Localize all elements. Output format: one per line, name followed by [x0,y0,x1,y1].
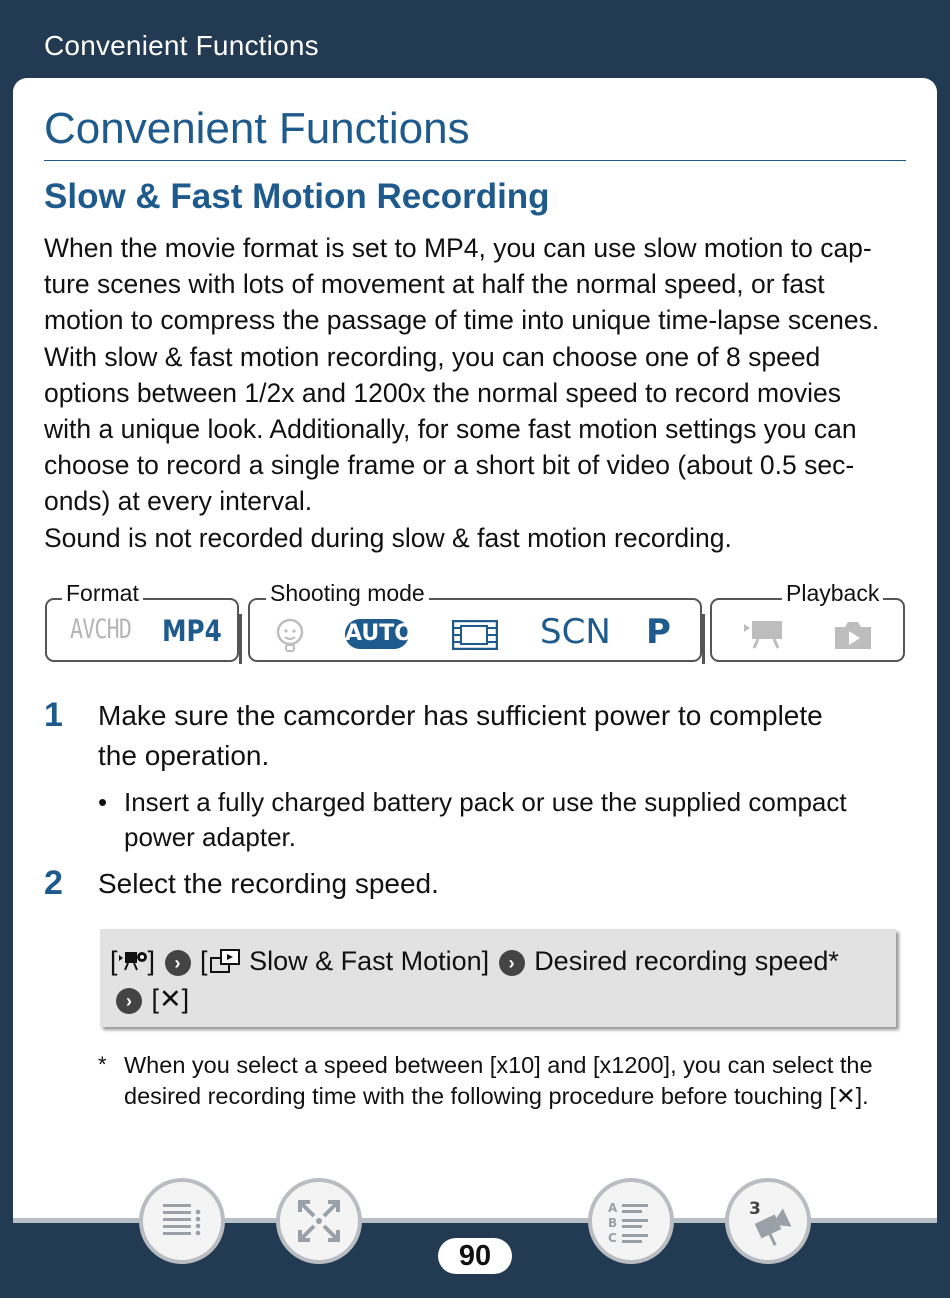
intro-text [44,230,914,556]
arrow-icon: › [499,950,525,976]
mp4-format: MP4 [162,614,222,648]
camera-tab-button[interactable] [725,1178,811,1264]
bullet-text [124,785,904,855]
intro-line: ture scenes with lots of movement at half the normal speed, or fast [44,269,825,300]
footnote-line: When you select a speed between [x10] and [x1200], you can select the [124,1052,873,1078]
command-line: [ ] › [ Slow & Fast Motion] › Desired recording speed* [110,946,839,976]
intro-line: options between 1/2x and 1200x the normal speed to record movies [44,377,841,408]
bullet-line: power adapter. [124,822,297,852]
intro-line: onds) at every interval. [44,486,313,517]
video-playback-icon [742,618,784,650]
format-label: Format [62,580,143,607]
svg-text:A: A [608,1201,618,1215]
intro-line: Sound is not recorded during slow & fast motion recording. [44,522,732,553]
intro-line: choose to record a single frame or a short bit of video (about 0.5 sec- [44,450,855,481]
intro-line: When the movie format is set to MP4, you can use slow motion to cap- [44,233,872,263]
index-icon [592,1182,670,1260]
step-text: Select the recording speed. [98,868,439,899]
playback-label: Playback [782,580,883,607]
avchd-format: AVCHD [70,614,132,645]
photo-playback-icon [833,619,873,651]
title-divider [44,160,906,161]
svg-text:C: C [608,1231,617,1245]
intro-line: with a unique look. Additionally, for some fast motion settings you can [44,414,857,445]
menu-list-button[interactable] [139,1178,225,1264]
intro-line: With slow & fast motion recording, you can choose one of 8 speed [44,341,821,372]
scn-mode: SCN [540,612,611,652]
p-mode: P [646,612,671,652]
svg-text:3: 3 [749,1199,761,1219]
camera-tab-icon [729,1182,807,1260]
svg-text:B: B [608,1216,618,1230]
baby-icon [274,618,306,654]
step-line: Make sure the camcorder has sufficient power to complete [98,700,823,731]
arrow-icon: › [165,950,191,976]
index-button[interactable] [588,1178,674,1264]
auto-mode: AUTO [345,619,409,649]
fit-screen-button[interactable] [276,1178,362,1264]
shooting-mode-label: Shooting mode [266,580,429,607]
step-line: the operation. [98,740,270,771]
footnote-text [124,1050,914,1112]
step-number: 2 [44,864,63,902]
step-text [98,696,898,776]
bullet-dot: • [98,787,108,817]
slow-fast-icon [208,948,242,974]
arrow-icon: › [116,988,142,1014]
section-title: Slow & Fast Motion Recording [44,177,550,216]
fit-screen-icon [280,1182,358,1260]
footnote-marker: * [98,1052,107,1077]
page-title: Convenient Functions [44,104,470,153]
close-icon: ✕ [159,984,182,1015]
page-number: 90 [438,1238,512,1274]
header-title: Convenient Functions [44,30,319,61]
close-icon: ✕ [835,1082,856,1110]
footnote-line: desired recording time with the following procedure before touching [✕]. [124,1082,869,1110]
command-box [100,929,896,1027]
command-line-2: › [✕] [114,984,189,1015]
bullet-line: Insert a fully charged battery pack or use the supplied compact [124,787,847,817]
film-icon [452,620,498,650]
desired-speed: Desired recording speed* [534,946,839,976]
menu-item-name: Slow & Fast Motion] [249,946,490,976]
playback-box [710,598,905,662]
intro-line: motion to compress the passage of time into unique time-lapse scenes. [44,305,880,336]
list-icon [143,1182,221,1260]
camera-settings-icon [118,949,148,973]
step-number: 1 [44,696,63,734]
